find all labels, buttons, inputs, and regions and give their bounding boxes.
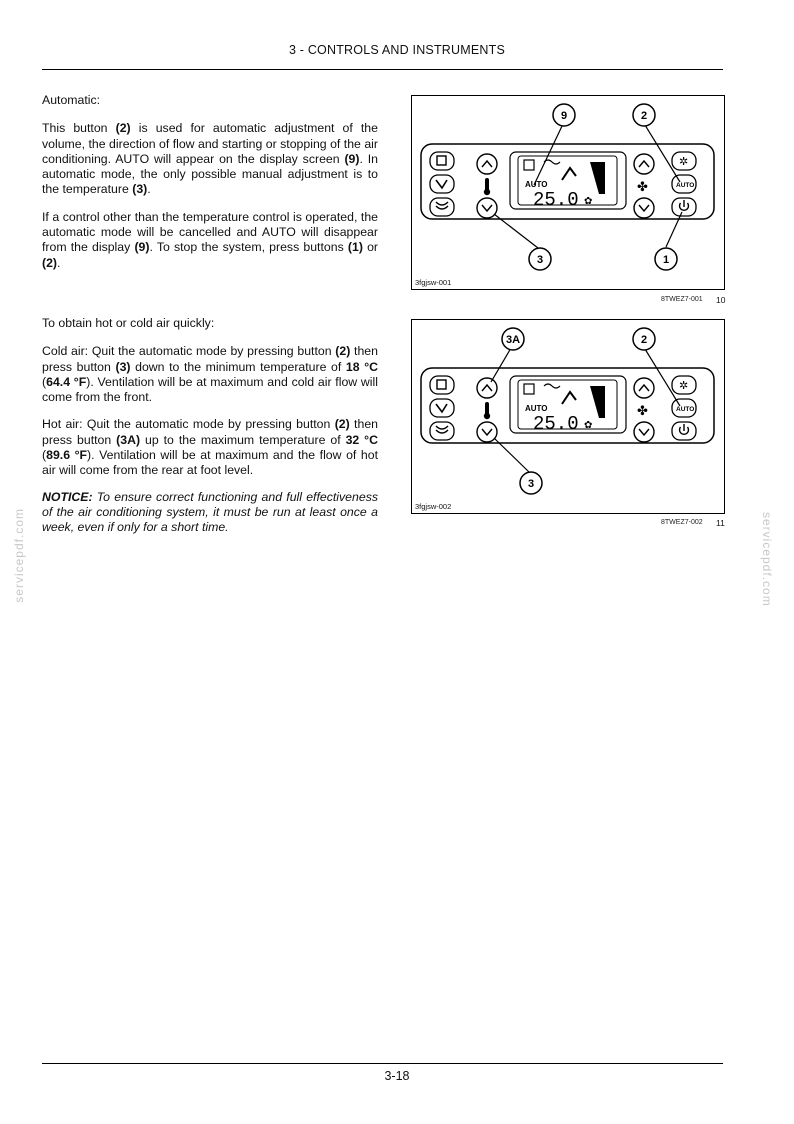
section-heading: To obtain hot or cold air quickly: xyxy=(42,316,215,330)
bold-run: (9) xyxy=(344,151,360,166)
display-fan-icon: ✿ xyxy=(584,420,593,431)
text-run: ). Ventilation will be at maximum and cold air flow will come from the front. xyxy=(42,374,378,405)
paragraph xyxy=(42,210,378,271)
display-auto: AUTO xyxy=(525,404,548,413)
text-run: . xyxy=(147,182,151,197)
heater-icon: ✲ xyxy=(679,380,689,392)
header-rule xyxy=(42,69,723,70)
figure-number: 10 xyxy=(716,295,726,305)
text-run: If a control other than the temperature control is operated, the automatic mode will be cancelled and AUTO will disappear from the display xyxy=(42,209,378,255)
bold-run: 32 °C xyxy=(345,432,378,447)
bold-run: (3A) xyxy=(116,432,141,447)
bold-run: (2) xyxy=(334,417,350,432)
bold-run: NOTICE: xyxy=(42,489,93,504)
text-run: then press button xyxy=(42,344,378,374)
callout-label: 3 xyxy=(536,254,544,266)
callout-label: 3 xyxy=(527,478,535,490)
bold-run: (2) xyxy=(42,255,58,270)
text-run: ). Ventilation will be at maximum and the flow of hot air will come from the rear at foot level. xyxy=(42,448,378,478)
bold-run: (1) xyxy=(347,240,363,255)
figure-ref: 8TWEZ7-002 xyxy=(661,519,703,526)
display-auto: AUTO xyxy=(525,180,548,189)
text-run: up to the maximum temperature of xyxy=(140,432,346,447)
footer-rule xyxy=(42,1063,723,1064)
watermark-left: servicepdf.com xyxy=(12,508,26,603)
bold-run: (3) xyxy=(132,182,148,197)
bold-run: 18 °C xyxy=(345,359,378,374)
callout-label: 2 xyxy=(640,334,648,346)
callout-label: 9 xyxy=(560,110,568,122)
display-temperature: 25.0 xyxy=(533,413,579,435)
figure-10 xyxy=(411,95,725,290)
left-button-column xyxy=(430,376,454,440)
text-run: ( xyxy=(42,374,47,389)
callout-label: 1 xyxy=(662,254,670,266)
figure-number: 11 xyxy=(716,518,725,528)
text-run: To ensure correct functioning and full effectiveness of the air conditioning system, it must be run at least once a week, even if only for a short time. xyxy=(42,489,378,535)
text-run: . In automatic mode, the only possible manual adjustment is to the temperature xyxy=(42,151,378,197)
left-button-icons xyxy=(436,156,448,209)
text-run: . To stop the system, press buttons xyxy=(149,240,348,255)
left-button-column xyxy=(430,152,454,216)
callout-lines xyxy=(491,348,680,472)
text-run: This button xyxy=(42,121,116,136)
auto-button-label: AUTO xyxy=(676,182,695,189)
text-run: then press button xyxy=(42,417,378,447)
auto-button-label: AUTO xyxy=(676,406,695,413)
bold-run: (2) xyxy=(335,344,351,359)
power-icon xyxy=(680,424,689,434)
text-run: . xyxy=(57,255,61,270)
control-panel-diagram xyxy=(412,96,724,289)
watermark-right: servicepdf.com xyxy=(760,512,774,607)
bold-run: 64.4 °F xyxy=(46,374,87,389)
paragraph xyxy=(42,417,378,478)
notice-paragraph xyxy=(42,490,378,536)
bold-run: (9) xyxy=(134,240,150,255)
page-header: 3 - CONTROLS AND INSTRUMENTS xyxy=(288,43,506,57)
section-heading: Automatic: xyxy=(42,93,101,107)
section-automatic xyxy=(42,93,378,271)
thermometer-icon xyxy=(484,178,490,195)
text-run: or xyxy=(362,240,379,255)
bold-run: 89.6 °F xyxy=(46,448,88,463)
fan-icon: ✤ xyxy=(637,403,648,418)
power-icon xyxy=(680,200,689,210)
callout-label: 3A xyxy=(505,334,521,346)
figure-11 xyxy=(411,319,725,514)
figure-ref: 8TWEZ7-001 xyxy=(661,296,703,303)
page-number: 3-18 xyxy=(384,1069,410,1083)
left-button-icons xyxy=(436,380,448,433)
text-run: Cold air: Quit the automatic mode by pressing button xyxy=(42,344,336,359)
text-run: Hot air: Quit the automatic mode by pressing button xyxy=(42,417,335,432)
callout-lines xyxy=(494,124,682,248)
figure-code: 3fgjsw-002 xyxy=(415,502,452,511)
text-run: down to the minimum temperature of xyxy=(130,359,346,374)
paragraph xyxy=(42,344,378,405)
text-run: ( xyxy=(42,448,47,463)
figure-code: 3fgjsw-001 xyxy=(415,278,452,287)
bold-run: (3) xyxy=(115,359,131,374)
heater-icon: ✲ xyxy=(679,156,689,168)
fan-icon: ✤ xyxy=(637,179,648,194)
text-run: is used for automatic adjustment of the volume, the direction of flow and starting or stopping of the air conditioning. AUTO will appear on the display screen xyxy=(42,121,378,166)
paragraph xyxy=(42,121,378,197)
thermometer-icon xyxy=(484,402,490,419)
display-temperature: 25.0 xyxy=(533,189,579,211)
display-fan-icon: ✿ xyxy=(584,196,593,207)
callout-label: 2 xyxy=(640,110,648,122)
bold-run: (2) xyxy=(115,121,131,136)
control-panel-diagram xyxy=(412,320,724,513)
section-quick-air xyxy=(42,316,378,536)
